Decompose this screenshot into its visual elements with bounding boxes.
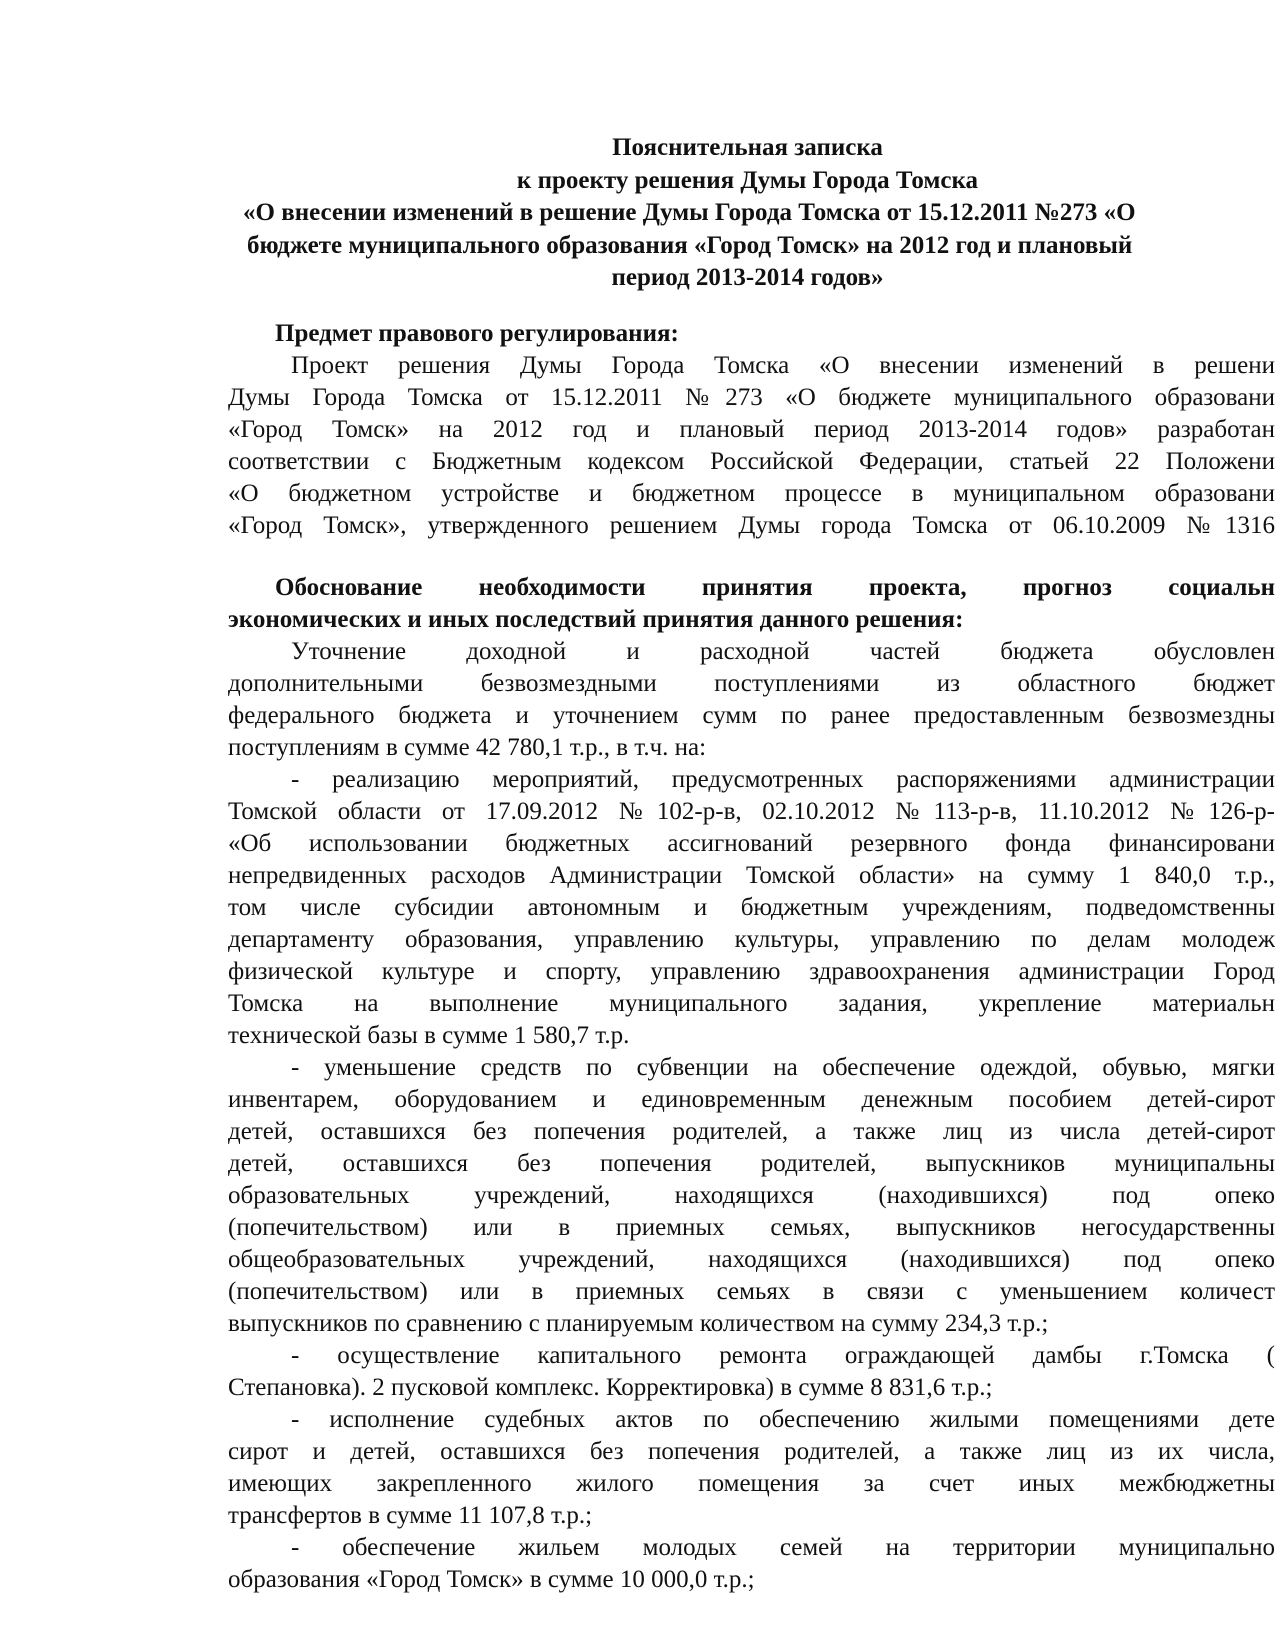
paragraph-line: поступлениям в сумме 42 780,1 т.р., в т.ч. на: <box>228 734 707 761</box>
list-item-line: детей, оставшихся без попечения родителей, выпускников муниципальны <box>228 1150 1275 1177</box>
list-item-line: технической базы в сумме 1 580,7 т.р. <box>228 1022 630 1049</box>
list-item-line: образовательных учреждений, находящихся (находившихся) под опеко <box>228 1182 1275 1209</box>
list-item-line: - обеспечение жильем молодых семей на территории муниципально <box>291 1534 1275 1561</box>
list-item-line: (попечительством) или в приемных семьях в связи с уменьшением количест <box>228 1278 1275 1305</box>
list-item-line: трансфертов в сумме 11 107,8 т.р.; <box>228 1502 593 1529</box>
title-line-5: период 2013-2014 годов» <box>611 264 884 291</box>
title-line-4: бюджете муниципального образования «Город Томск» на 2012 год и плановый <box>247 231 1133 259</box>
paragraph-line: Проект решения Думы Города Томска «О внесении изменений в решени <box>291 352 1275 379</box>
list-item-line: имеющих закрепленного жилого помещения за счет иных межбюджетны <box>228 1470 1275 1497</box>
list-item-line: департаменту образования, управлению культуры, управлению по делам молодеж <box>228 926 1275 953</box>
paragraph-line: Уточнение доходной и расходной частей бюджета обусловлен <box>291 638 1275 665</box>
list-item-line: Томска на выполнение муниципального задания, укрепление материальн <box>228 990 1275 1017</box>
document-title <box>220 132 1275 295</box>
title-line-2: к проекту решения Думы Города Томска <box>516 166 979 194</box>
paragraph-line: федерального бюджета и уточнением сумм по ранее предоставленным безвозмездны <box>228 702 1275 729</box>
paragraph-line: Думы Города Томска от 15.12.2011 №273 «О бюджете муниципального образовани <box>228 384 1275 411</box>
paragraph-line: дополнительными безвозмездными поступлениями из областного бюджет <box>228 670 1275 697</box>
list-item-line: «Об использовании бюджетных ассигнований резервного фонда финансировани <box>228 830 1275 857</box>
paragraph-line: «Город Томск», утвержденного решением Думы города Томска от 06.10.2009 №1316 <box>228 512 1275 539</box>
paragraph-line: «Город Томск» на 2012 год и плановый период 2013-2014 годов» разработан <box>228 416 1275 443</box>
list-item-line: детей, оставшихся без попечения родителей, а также лиц из числа детей-сирот <box>228 1118 1275 1145</box>
paragraph-line: соответствии с Бюджетным кодексом Российской Федерации, статьей 22 Положени <box>228 448 1275 475</box>
list-item-line: выпускников по сравнению с планируемым количеством на сумму 234,3 т.р.; <box>228 1310 1049 1337</box>
list-item-line: (попечительством) или в приемных семьях, выпускников негосударственны <box>228 1214 1275 1241</box>
list-item-line: образования «Город Томск» в сумме 10 000,0 т.р.; <box>228 1566 755 1593</box>
list-item-line: общеобразовательных учреждений, находящихся (находившихся) под опеко <box>228 1246 1275 1273</box>
list-item-line: физической культуре и спорту, управлению здравоохранения администрации Город <box>228 958 1275 985</box>
list-item-line: - осуществление капитального ремонта ограждающей дамбы г.Томска ( <box>291 1342 1275 1369</box>
list-item-line: том числе субсидии автономным и бюджетным учреждениям, подведомственны <box>228 894 1275 921</box>
list-item-line: Томской области от 17.09.2012 №102-р-в, 02.10.2012 №113-р-в, 11.10.2012 №126-р- <box>228 798 1275 825</box>
section-heading-legal-subject: Предмет правового регулирования: <box>275 320 679 347</box>
list-item-line: инвентарем, оборудованием и единовременным денежным пособием детей-сирот <box>228 1086 1275 1113</box>
paragraph-line: «О бюджетном устройстве и бюджетном процессе в муниципальном образовани <box>228 480 1275 507</box>
list-item-line: Степановка). 2 пусковой комплекс. Корректировка) в сумме 8 831,6 т.р.; <box>228 1374 993 1401</box>
section-heading-justification-cont: экономических и иных последствий принятия данного решения: <box>228 606 964 633</box>
title-line-3: «О внесении изменений в решение Думы Города Томска от 15.12.2011 №273 «О <box>243 199 1136 226</box>
list-item-line: - реализацию мероприятий, предусмотренных распоряжениями администрации <box>291 766 1275 793</box>
list-item-line: - исполнение судебных актов по обеспечению жилыми помещениями дете <box>291 1406 1275 1433</box>
list-item-line: непредвиденных расходов Администрации Томской области» на сумму 1 840,0 т.р., <box>228 862 1275 889</box>
section-heading-justification: Обоснование необходимости принятия проекта, прогноз социальн <box>275 574 1275 601</box>
title-line-1: Пояснительная записка <box>612 134 883 161</box>
list-item-line: - уменьшение средств по субвенции на обеспечение одеждой, обувью, мягки <box>291 1054 1275 1081</box>
list-item-line: сирот и детей, оставшихся без попечения родителей, а также лиц из их числа, <box>228 1438 1275 1465</box>
